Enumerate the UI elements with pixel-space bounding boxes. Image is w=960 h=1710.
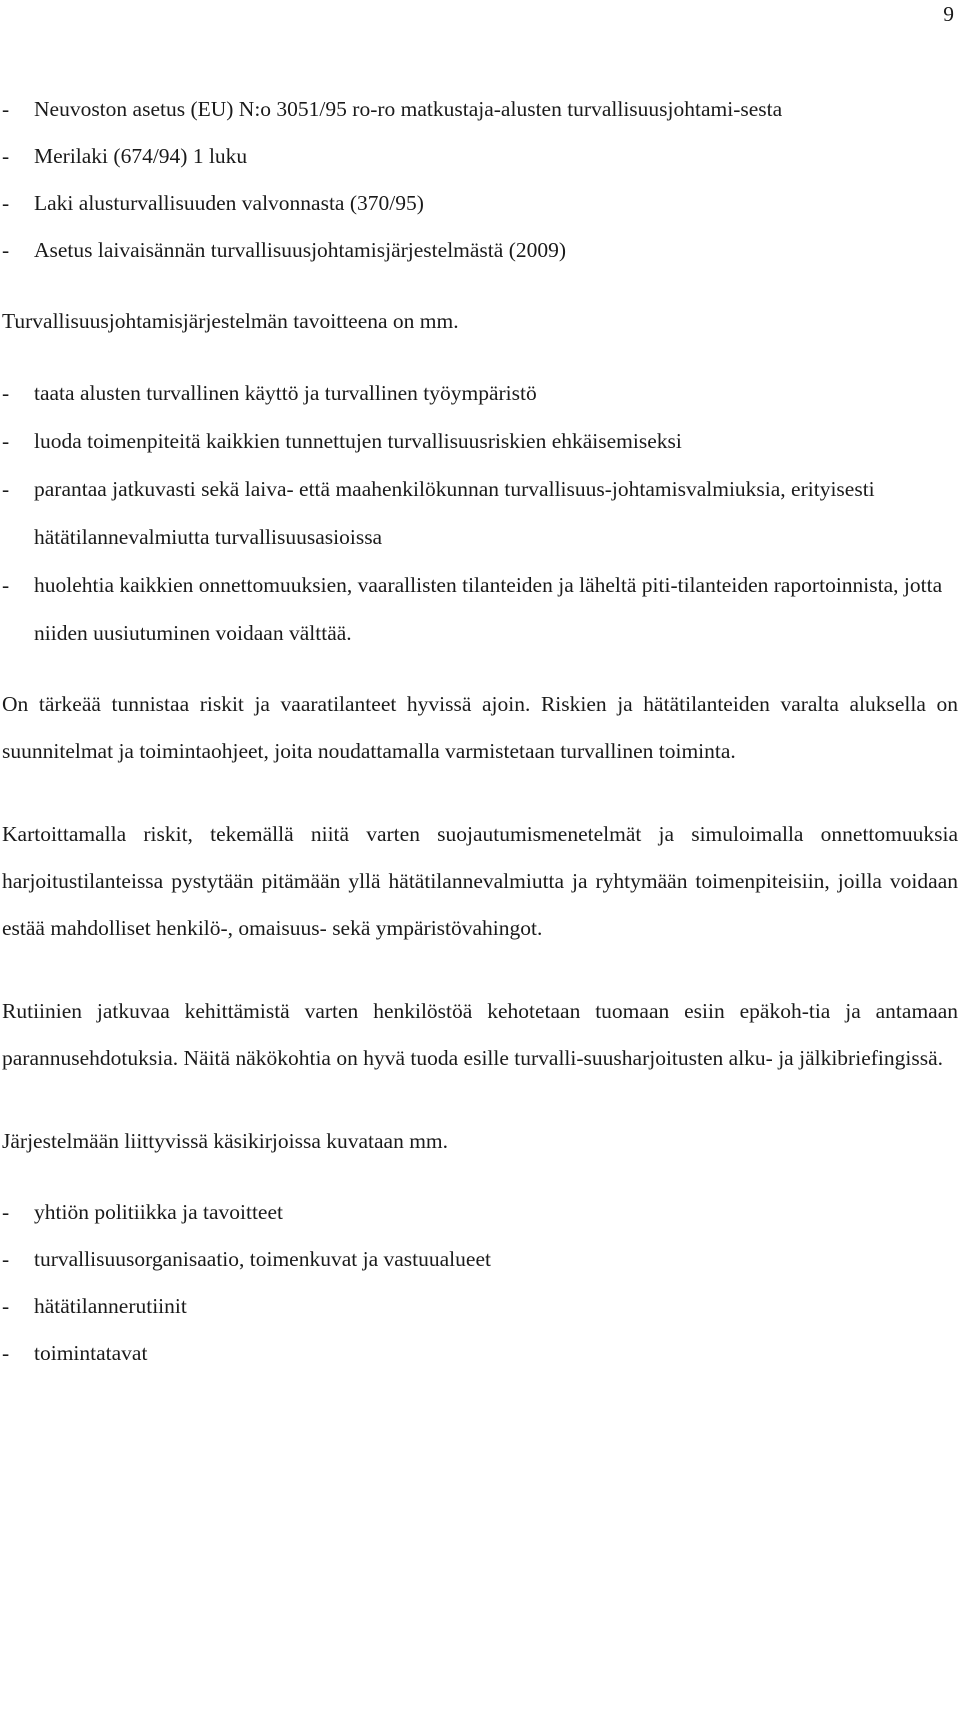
list-item: - hätätilannerutiinit <box>0 1283 958 1330</box>
page-content <box>0 86 958 1377</box>
list-item: - Merilaki (674/94) 1 luku <box>0 133 958 180</box>
references-list <box>0 86 958 274</box>
list-item: - parantaa jatkuvasti sekä laiva- että maahenkilökunnan turvallisuus-johtamisvalmiuksia, erityisesti hätätilannevalmiutta turvallisuusasioissa <box>0 465 958 561</box>
list-item: - Asetus laivaisännän turvallisuusjohtamisjärjestelmästä (2009) <box>0 227 958 274</box>
paragraph: Rutiinien jatkuvaa kehittämistä varten henkilöstöä kehotetaan tuomaan esiin epäkoh-tia ja antamaan parannusehdotuksia. Näitä näkökohtia on hyvä tuoda esille turvalli-suusharjoitusten alku- ja jälkibriefingissä. <box>2 999 958 1070</box>
goals-intro: Turvallisuusjohtamisjärjestelmän tavoitteena on mm. <box>2 309 459 333</box>
list-item: - huolehtia kaikkien onnettomuuksien, vaarallisten tilanteiden ja läheltä piti-tilanteiden raportoinnista, jotta niiden uusiutuminen voidaan välttää. <box>0 561 958 657</box>
list-item: - Laki alusturvallisuuden valvonnasta (370/95) <box>0 180 958 227</box>
list-item: - Neuvoston asetus (EU) N:o 3051/95 ro-ro matkustaja-alusten turvallisuusjohtami-sesta <box>0 86 958 133</box>
list-item: - luoda toimenpiteitä kaikkien tunnettujen turvallisuusriskien ehkäisemiseksi <box>0 417 958 465</box>
manuals-intro: Järjestelmään liittyvissä käsikirjoissa kuvataan mm. <box>2 1129 449 1153</box>
manuals-list <box>0 1189 958 1377</box>
list-item: - taata alusten turvallinen käyttö ja turvallinen työympäristö <box>0 369 958 417</box>
page-number: 9 <box>943 2 954 26</box>
list-item: - toimintatavat <box>0 1330 958 1377</box>
list-item: - turvallisuusorganisaatio, toimenkuvat ja vastuualueet <box>0 1236 958 1283</box>
list-item: - yhtiön politiikka ja tavoitteet <box>0 1189 958 1236</box>
goals-list <box>0 369 958 657</box>
paragraph: Kartoittamalla riskit, tekemällä niitä varten suojautumismenetelmät ja simuloimalla onnettomuuksia harjoitustilanteissa pystytään pitämään yllä hätätilannevalmiutta ja ryhtymään toimenpiteisiin, joilla voidaan estää mahdolliset henkilö-, omaisuus- sekä ympäristövahingot. <box>2 822 958 940</box>
paragraph: On tärkeää tunnistaa riskit ja vaaratilanteet hyvissä ajoin. Riskien ja hätätilanteiden varalta aluksella on suunnitelmat ja toimintaohjeet, joita noudattamalla varmistetaan turvallinen toiminta. <box>2 692 958 763</box>
